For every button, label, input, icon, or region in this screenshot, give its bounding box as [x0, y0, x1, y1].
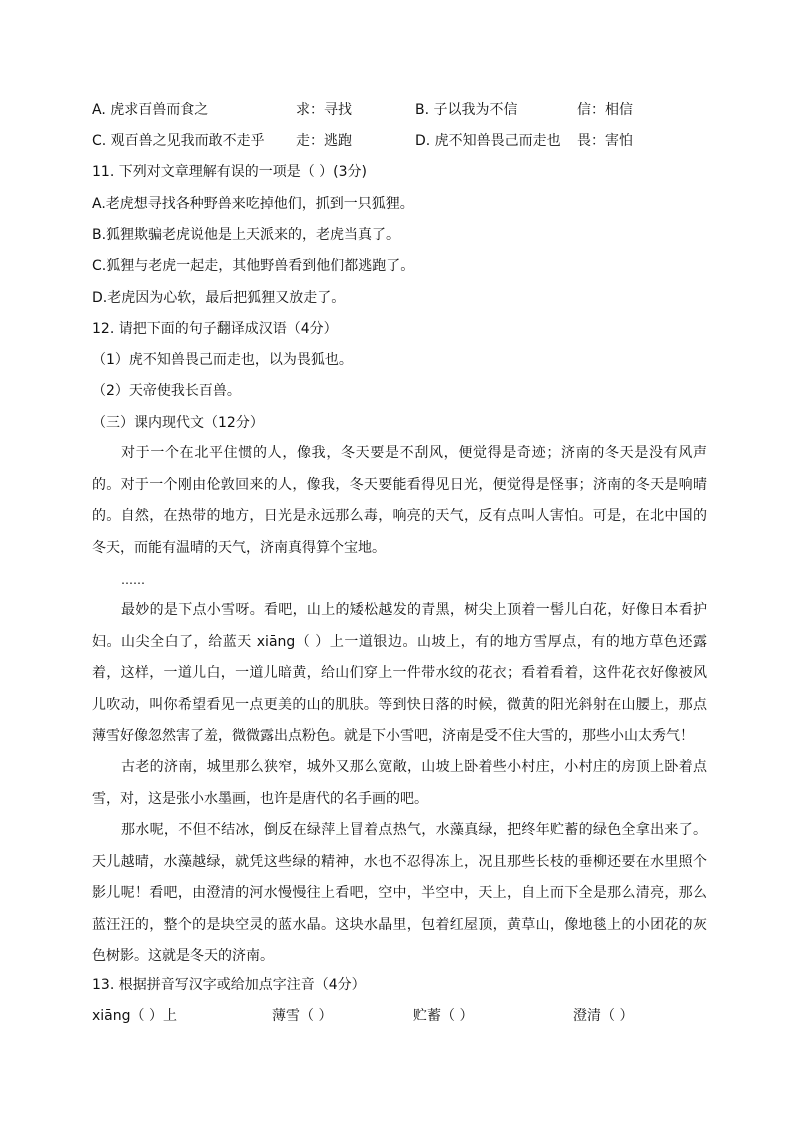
q11-option-c: C.狐狸与老虎一起走，其他野兽看到他们都逃跑了。 — [92, 258, 415, 274]
q13-stem: 13. 根据拼音写汉字或给加点字注音（4分） — [92, 977, 366, 993]
passage-paragraph-4 — [92, 815, 707, 973]
passage-paragraph-1 — [92, 438, 707, 564]
passage-paragraph-2 — [92, 595, 707, 753]
q12-sentence-2: （2）天帝使我长百兽。 — [92, 383, 241, 399]
passage-paragraph-1-text: 对于一个在北平住惯的人，像我，冬天要是不刮风，便觉得是奇迹；济南的冬天是没有风声的。对于一个刚由伦敦回来的人，像我，冬天要能看得见日光，便觉得是怪事；济南的冬天是响晴的。自然，在热带的地方，日光是永远那么毒，响亮的天气，反有点叫人害怕。可是，在北中国的冬天，而能有温晴的天气，济南真得算个宝地。 — [92, 445, 707, 556]
option-b-sentence: B. 子以我为不信 — [415, 102, 518, 118]
q11-option-a: A.老虎想寻找各种野兽来吃掉他们，抓到一只狐狸。 — [92, 196, 414, 212]
q12-stem: 12. 请把下面的句子翻译成汉语（4分） — [92, 321, 338, 337]
q13-item-boxue: 薄雪（ ） — [272, 1008, 333, 1024]
option-d-gloss: 畏：害怕 — [577, 133, 633, 149]
q12-sentence-1: （1）虎不知兽畏己而走也，以为畏狐也。 — [92, 352, 353, 368]
option-a-gloss: 求：寻找 — [296, 102, 352, 118]
passage-paragraph-3 — [92, 752, 707, 815]
q11-stem: 11. 下列对文章理解有误的一项是（ ）(3分) — [92, 164, 367, 180]
option-b-gloss: 信：相信 — [577, 102, 633, 118]
section-3-title: （三）课内现代文（12分） — [92, 415, 264, 431]
option-d-sentence: D. 虎不知兽畏己而走也 — [415, 133, 561, 149]
q13-item-zhuxu: 贮蓄（ ） — [413, 1008, 474, 1024]
passage-paragraph-3-text: 古老的济南，城里那么狭窄，城外又那么宽敞，山坡上卧着些小村庄，小村庄的房顶上卧着点雪，对，这是张小水墨画，也许是唐代的名手画的吧。 — [92, 759, 707, 807]
q11-option-b: B.狐狸欺骗老虎说他是上天派来的，老虎当真了。 — [92, 227, 401, 243]
option-c-gloss: 走：逃跑 — [296, 133, 352, 149]
passage-paragraph-2-text: 最妙的是下点小雪呀。看吧，山上的矮松越发的青黑，树尖上顶着一髻儿白花，好像日本看护妇。山尖全白了，给蓝天 xiāng（ ）上一道银边。山坡上，有的地方雪厚点，有的地方草色还露着，这样，一道儿白，一道儿暗黄，给山们穿上一件带水纹的花衣；看着看着，这件花衣好像被风儿吹动，叫你希望看见一点更美的山的肌肤。等到快日落的时候，微黄的阳光斜射在山腰上，那点薄雪好像忽然害了羞，微微露出点粉色。就是下小雪吧，济南是受不住大雪的，那些小山太秀气！ — [92, 602, 707, 744]
q13-item-xiang: xiāng（ ）上 — [92, 1008, 177, 1024]
q13-item-chengqing: 澄清（ ） — [573, 1008, 634, 1024]
passage-paragraph-4-text: 那水呢，不但不结冰，倒反在绿萍上冒着点热气，水藻真绿，把终年贮蓄的绿色全拿出来了。天儿越晴，水藻越绿，就凭这些绿的精神，水也不忍得冻上，况且那些长枝的垂柳还要在水里照个影儿呢！看吧，由澄清的河水慢慢往上看吧，空中，半空中，天上，自上而下全是那么清亮，那么蓝汪汪的，整个的是块空灵的蓝水晶。这块水晶里，包着红屋顶，黄草山，像地毯上的小团花的灰色树影。这就是冬天的济南。 — [92, 822, 707, 964]
option-a-sentence: A. 虎求百兽而食之 — [92, 102, 209, 118]
option-c-sentence: C. 观百兽之见我而敢不走乎 — [92, 133, 265, 149]
passage-ellipsis: …… — [121, 573, 145, 587]
q11-option-d: D.老虎因为心软，最后把狐狸又放走了。 — [92, 290, 346, 306]
